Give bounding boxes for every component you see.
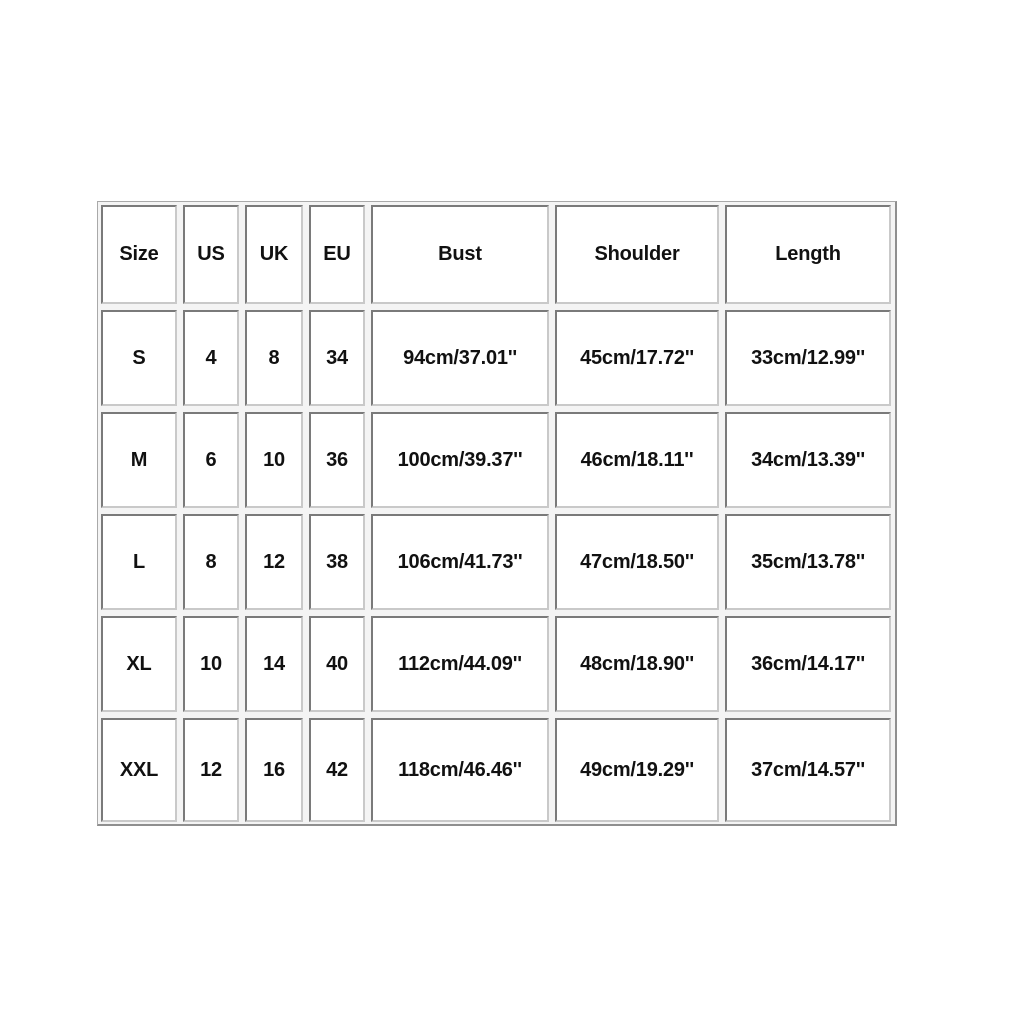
row-xxl-size: XXL [101,718,177,822]
row-m-size: M [101,412,177,508]
row-l-us: 8 [183,514,239,610]
row-l-size: L [101,514,177,610]
row-l-shoulder: 47cm/18.50'' [555,514,719,610]
row-xl-length: 36cm/14.17'' [725,616,891,712]
row-xxl-eu: 42 [309,718,365,822]
header-length: Length [725,205,891,304]
header-eu: EU [309,205,365,304]
row-m-us: 6 [183,412,239,508]
header-size: Size [101,205,177,304]
header-us: US [183,205,239,304]
row-l-eu: 38 [309,514,365,610]
row-l-uk: 12 [245,514,303,610]
row-m-shoulder: 46cm/18.11'' [555,412,719,508]
header-bust: Bust [371,205,549,304]
row-xxl-length: 37cm/14.57'' [725,718,891,822]
row-s-shoulder: 45cm/17.72'' [555,310,719,406]
row-s-us: 4 [183,310,239,406]
row-xl-eu: 40 [309,616,365,712]
row-m-bust: 100cm/39.37'' [371,412,549,508]
header-shoulder: Shoulder [555,205,719,304]
row-xxl-shoulder: 49cm/19.29'' [555,718,719,822]
row-l-length: 35cm/13.78'' [725,514,891,610]
row-m-eu: 36 [309,412,365,508]
row-s-uk: 8 [245,310,303,406]
row-xl-size: XL [101,616,177,712]
row-xl-us: 10 [183,616,239,712]
row-xl-uk: 14 [245,616,303,712]
header-uk: UK [245,205,303,304]
row-l-bust: 106cm/41.73'' [371,514,549,610]
row-xl-bust: 112cm/44.09'' [371,616,549,712]
row-s-bust: 94cm/37.01'' [371,310,549,406]
row-s-length: 33cm/12.99'' [725,310,891,406]
row-xxl-us: 12 [183,718,239,822]
size-chart-table [97,201,897,826]
row-xxl-bust: 118cm/46.46'' [371,718,549,822]
row-m-length: 34cm/13.39'' [725,412,891,508]
row-m-uk: 10 [245,412,303,508]
row-s-size: S [101,310,177,406]
row-xxl-uk: 16 [245,718,303,822]
row-s-eu: 34 [309,310,365,406]
row-xl-shoulder: 48cm/18.90'' [555,616,719,712]
